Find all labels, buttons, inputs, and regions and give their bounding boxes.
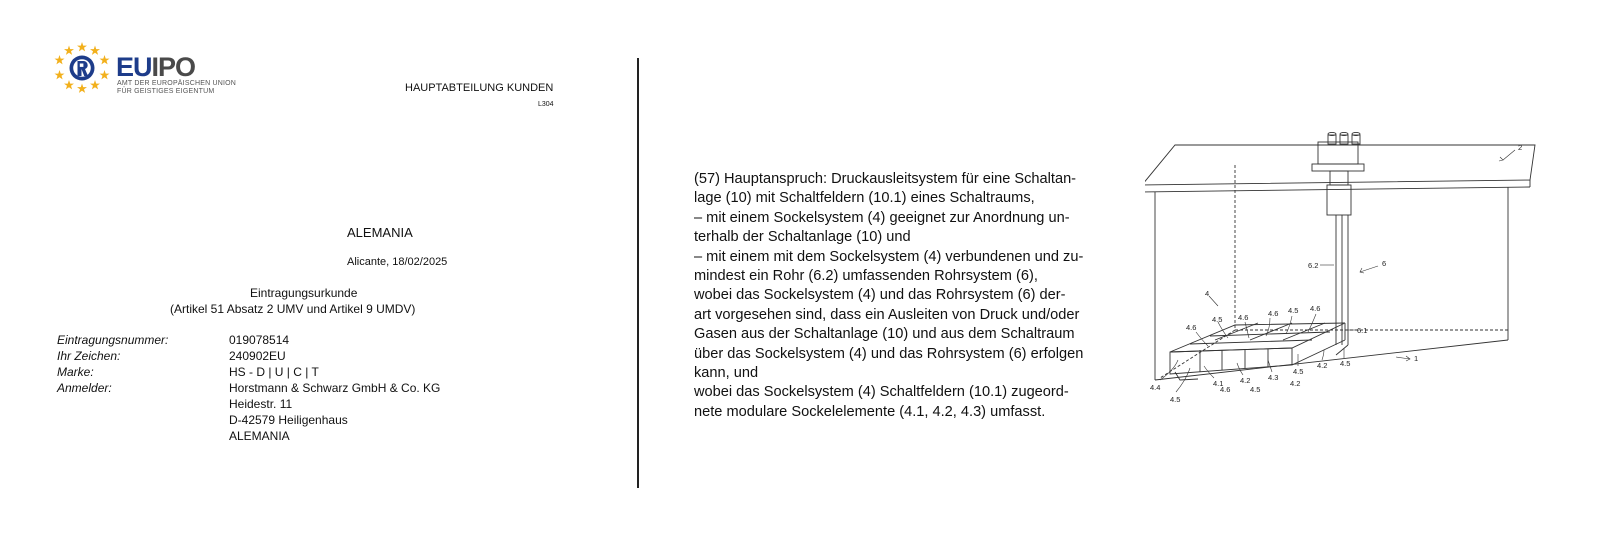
department-name: HAUPTABTEILUNG KUNDEN [405,82,554,94]
patent-drawing [1145,125,1545,415]
drawing-label: 4.6 [1238,313,1249,322]
field-value: D-42579 Heiligenhaus [229,413,348,427]
claim-line: art vorgesehen sind, dass ein Ausleiten von Druck und/oder [694,306,1080,323]
field-row [57,428,440,444]
claim-line: nete modulare Sockelelemente (4.1, 4.2, 4.3) umfasst. [694,403,1046,420]
drawing-label: 4.6 [1186,323,1197,332]
drawing-label: 4.6 [1310,304,1321,313]
field-label: Ihr Zeichen: [57,349,121,363]
field-label: Marke: [57,365,94,379]
field-row [57,348,440,364]
drawing-label: 4.1 [1213,379,1224,388]
department-code: L304 [538,101,554,108]
claim-line: über das Sockelsystem (4) und das Rohrsystem (6) erfolgen [694,345,1084,362]
logo-subtitle [117,80,236,96]
drawing-label: 6.1 [1357,326,1368,335]
drawing-label: 4.6 [1220,385,1231,394]
drawing-label: 4.5 [1212,315,1223,324]
drawing-label: 4.5 [1293,367,1304,376]
logo-subtitle-line1: AMT DER EUROPÄISCHEN UNION [117,80,237,87]
field-value: 019078514 [229,333,290,347]
drawing-label: 2 [1518,143,1523,152]
field-label: Eintragungsnummer: [57,333,169,347]
claim-line: terhalb der Schaltanlage (10) und [694,229,911,246]
field-row [57,396,440,412]
field-value: 240902EU [229,349,286,363]
drawing-label: 4.2 [1240,376,1251,385]
drawing-label: 4.2 [1290,379,1301,388]
claim-line: – mit einem Sockelsystem (4) geeignet zur Anordnung un- [694,209,1070,226]
logo-name-eu: EU [116,52,152,82]
field-label [57,412,229,428]
field-row [57,332,440,348]
claim-line: kann, und [694,365,759,382]
claim-line: lage (10) mit Schaltfeldern (10.1) eines Schaltraums, [694,190,1035,207]
logo-name-ipo: IPO [151,52,196,82]
document-subtitle: (Artikel 51 Absatz 2 UMV und Artikel 9 UMDV) [170,302,416,316]
field-value: Horstmann & Schwarz GmbH & Co. KG [229,381,441,395]
field-label: Anmelder: [57,381,112,395]
field-row [57,412,440,428]
pipe-system [1312,132,1364,355]
drawing-label: 4.2 [1317,361,1328,370]
drawing-label: 6.2 [1308,261,1319,270]
drawing-label: 4.5 [1340,359,1351,368]
page-divider [637,58,639,488]
claim-line: – mit einem mit dem Sockelsystem (4) verbundenen und zu- [694,248,1084,265]
field-label [57,428,229,444]
claim-line: (57) Hauptanspruch: Druckausleitsystem für eine Schaltan- [694,171,1077,187]
drawing-label: 4 [1205,289,1210,298]
drawing-label: 1 [1414,354,1419,363]
claim-line: mindest ein Rohr (6.2) umfassenden Rohrsystem (6), [694,268,1038,285]
field-row [57,380,440,396]
room-outline [1145,145,1535,380]
field-row [57,364,440,380]
field-value: Heidestr. 11 [229,397,293,411]
logo-name [116,54,195,81]
field-value: HS - D | U | C | T [229,365,319,379]
field-value: ALEMANIA [229,429,290,443]
place-date: Alicante, 18/02/2025 [347,256,448,268]
claim-line: Gasen aus der Schaltanlage (10) und aus dem Schaltraum [694,326,1075,343]
drawing-label: 4.4 [1150,383,1161,392]
drawing-label: 4.5 [1170,395,1181,404]
drawing-label: 6 [1382,259,1387,268]
logo-subtitle-line2: FÜR GEISTIGES EIGENTUM [117,88,215,95]
main-claim [694,170,1114,422]
claim-line: wobei das Sockelsystem (4) und das Rohrsystem (6) der- [694,287,1066,304]
drawing-label: 4.6 [1268,309,1279,318]
drawing-label: 4.3 [1268,373,1279,382]
euipo-logo-emblem [54,40,110,96]
document-title: Eintragungsurkunde [250,286,358,300]
field-label [57,396,229,412]
recipient-country: ALEMANIA [347,225,413,240]
registration-fields [57,332,440,444]
claim-line: wobei das Sockelsystem (4) Schaltfeldern (10.1) zugeord- [694,384,1069,401]
drawing-label: 4.5 [1288,306,1299,315]
leader-lines [1160,150,1515,392]
drawing-label: 4.5 [1250,385,1261,394]
